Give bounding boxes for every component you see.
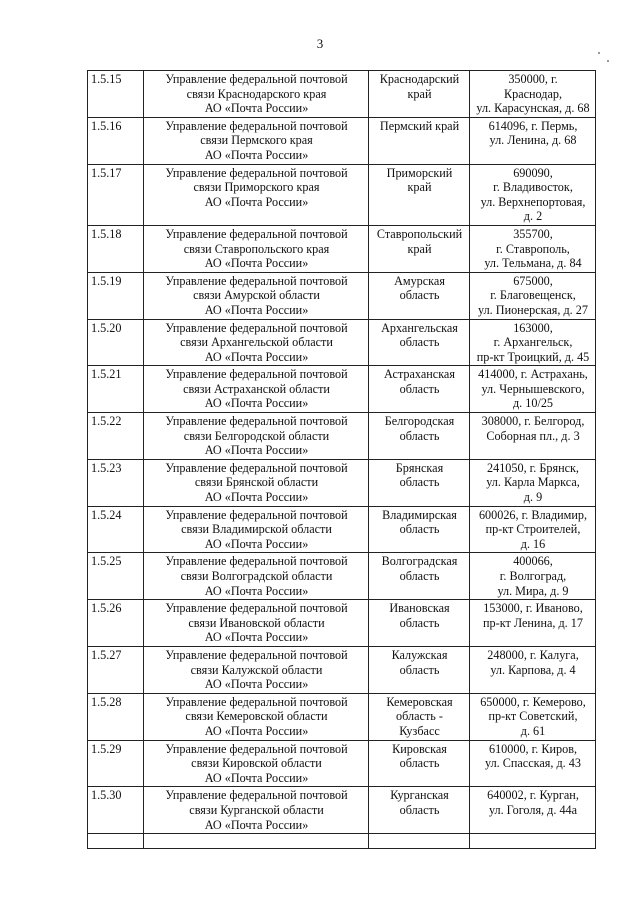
organization-name-cell [144,164,369,225]
postal-address-line: Краснодар, [503,86,563,101]
postal-address-cell [470,164,596,225]
table-row [88,553,596,600]
scan-speck [598,52,600,54]
organization-name-line: Управление федеральной почтовой [165,118,348,133]
organization-name-cell [144,272,369,319]
organization-name-line: связи Кировской области [191,756,322,771]
region-name-cell [369,553,470,600]
organization-name-cell [144,600,369,647]
organization-name-cell [144,225,369,272]
row-number: 1.5.26 [88,600,144,647]
postal-address-line: 640002, г. Курган, [487,788,579,803]
region-name-line: область [399,756,440,771]
region-name-line: область [399,335,440,350]
table-row [88,600,596,647]
region-name-cell [369,164,470,225]
table-row [88,787,596,834]
postal-address-line: 355700, [513,226,553,241]
postal-address-cell [470,272,596,319]
row-number: 1.5.20 [88,319,144,366]
postal-address-line: ул. Мира, д. 9 [497,583,569,598]
postal-address-line: 650000, г. Кемерово, [480,694,586,709]
postal-address-cell [470,506,596,553]
postal-address-line: пр-кт Троицкий, д. 45 [476,349,590,364]
region-name-cell [369,272,470,319]
table-row [88,646,596,693]
postal-address-cell [470,740,596,787]
table-row [88,366,596,413]
row-number: 1.5.30 [88,787,144,834]
postal-address-cell [470,693,596,740]
table-row [88,272,596,319]
organization-name-line: Управление федеральной почтовой [165,507,348,522]
page-number: 3 [316,36,324,51]
postal-address-line: г. Волгоград, [499,569,567,583]
region-name-line: область [399,381,440,396]
region-name-cell [369,459,470,506]
region-name-line: область [399,522,440,537]
region-name-line: Курганская [390,788,449,803]
region-name-line: Кемеровская [386,694,453,709]
empty-cell [369,834,470,849]
organization-name-line: Управление федеральной почтовой [165,273,348,288]
row-number: 1.5.22 [88,413,144,460]
organization-name-line: АО «Почта России» [204,256,309,271]
postal-address-line: ул. Гоголя, д. 44а [488,802,578,817]
organization-name-line: связи Белгородской области [183,428,330,443]
region-name-line: область [399,475,440,490]
organization-name-cell [144,366,369,413]
region-name-line: область [399,802,440,817]
table-row [88,740,596,787]
empty-cell [144,834,369,849]
organization-name-line: связи Кемеровской области [185,709,328,724]
row-number: 1.5.18 [88,225,144,272]
region-name-line: Кировская [392,741,447,756]
postal-address-line: 248000, г. Калуга, [487,647,579,662]
postal-address-line: д. 16 [520,536,546,551]
organization-name-line: связи Брянской области [194,475,319,490]
postal-address-line: ул. Ленина, д. 68 [489,133,577,148]
organization-name-cell [144,740,369,787]
organization-name-line: Управление федеральной почтовой [165,414,348,429]
organization-name-line: связи Волгоградской области [180,569,333,583]
region-name-line: область [399,569,440,583]
table-row [88,693,596,740]
organization-name-line: АО «Почта России» [204,101,309,116]
region-name-line: Амурская [394,273,445,288]
region-name-line: Кузбасс [399,723,440,738]
region-name-line: Ивановская [389,601,450,616]
row-number: 1.5.19 [88,272,144,319]
region-name-line: Архангельская [381,320,458,335]
region-name-cell [369,366,470,413]
organization-name-line: связи Ставропольского края [183,241,330,256]
table-row [88,117,596,164]
postal-address-line: г. Владивосток, [493,180,573,195]
organization-name-line: АО «Почта России» [204,396,309,411]
postal-address-line: ул. Верхнепортовая, [480,194,586,209]
postal-address-line: 163000, [513,320,553,335]
organization-name-line: Управление федеральной почтовой [165,320,348,335]
postal-address-line: пр-кт Ленина, д. 17 [483,615,583,630]
region-name-cell [369,117,470,164]
postal-address-line: 400066, [513,554,553,569]
scan-speck [607,60,609,62]
organization-name-cell [144,553,369,600]
postal-address-line: 614096, г. Пермь, [488,118,578,133]
postal-address-cell [470,600,596,647]
organization-name-line: Управление федеральной почтовой [165,788,348,803]
region-name-line: Белгородская [384,414,455,429]
organization-name-line: Управление федеральной почтовой [165,601,348,616]
region-name-cell [369,600,470,647]
organization-name-line: Управление федеральной почтовой [165,226,348,241]
region-name-line: Калужская [391,647,448,662]
region-name-line: Владимирская [382,507,457,522]
organization-name-line: АО «Почта России» [204,723,309,738]
region-name-cell [369,71,470,118]
organization-name-line: Управление федеральной почтовой [165,367,348,382]
organization-name-line: связи Пермского края [200,133,313,148]
postal-address-line: 350000, г. [508,72,558,86]
region-name-cell [369,646,470,693]
postal-address-cell [470,319,596,366]
row-number: 1.5.16 [88,117,144,164]
region-name-line: Астраханская [384,367,455,382]
organization-name-line: связи Архангельской области [180,335,333,350]
table-body [88,71,596,849]
region-name-line: край [407,86,432,101]
region-name-line: край [407,180,432,195]
table-row [88,225,596,272]
postal-address-line: 414000, г. Астрахань, [478,367,588,382]
postal-address-cell [470,553,596,600]
table-row-empty [88,834,596,849]
organization-name-line: связи Калужской области [190,662,323,677]
organization-name-cell [144,459,369,506]
postal-address-line: г. Благовещенск, [490,288,576,303]
postal-address-line: ул. Пионерская, д. 27 [478,302,588,317]
organization-name-line: Управление федеральной почтовой [165,694,348,709]
region-name-cell [369,506,470,553]
organization-name-cell [144,117,369,164]
region-name-line: область [399,428,440,443]
region-name-line: Краснодарский [379,72,460,86]
organization-name-line: Управление федеральной почтовой [165,741,348,756]
region-name-cell [369,225,470,272]
postal-address-cell [470,117,596,164]
table-row [88,459,596,506]
postal-address-line: 241050, г. Брянск, [487,460,579,475]
region-name-line: край [407,241,432,256]
organization-name-line: Управление федеральной почтовой [165,647,348,662]
organization-name-line: АО «Почта России» [204,490,309,505]
organization-name-line: АО «Почта России» [204,630,309,645]
postal-address-cell [470,787,596,834]
organization-name-line: АО «Почта России» [204,349,309,364]
row-number: 1.5.23 [88,459,144,506]
organization-name-line: Управление федеральной почтовой [165,460,348,475]
region-name-cell [369,740,470,787]
organization-name-line: АО «Почта России» [204,194,309,209]
organization-name-cell [144,319,369,366]
row-number: 1.5.29 [88,740,144,787]
postal-address-line: д. 10/25 [512,396,554,411]
row-number: 1.5.24 [88,506,144,553]
postal-address-line: д. 2 [523,209,543,224]
region-name-cell [369,787,470,834]
organization-name-cell [144,413,369,460]
postal-address-cell [470,646,596,693]
postal-address-cell [470,459,596,506]
postal-address-line: 600026, г. Владимир, [478,507,588,522]
region-name-line: Ставропольский [376,226,463,241]
postal-address-line: ул. Тельмана, д. 84 [484,256,582,271]
organization-name-line: АО «Почта России» [204,147,309,162]
postal-address-line: ул. Спасская, д. 43 [485,756,581,771]
postal-offices-table [87,70,596,849]
organization-name-line: связи Курганской области [189,802,324,817]
table-row [88,506,596,553]
organization-name-line: Управление федеральной почтовой [165,165,348,180]
organization-name-line: связи Ивановской области [188,615,325,630]
postal-address-cell [470,225,596,272]
postal-address-line: ул. Карла Маркса, [486,475,580,490]
postal-address-line: г. Ставрополь, [496,241,570,256]
row-number: 1.5.17 [88,164,144,225]
postal-address-cell [470,71,596,118]
empty-cell [88,834,144,849]
organization-name-line: связи Владимирской области [181,522,332,537]
organization-name-cell [144,787,369,834]
organization-name-line: Управление федеральной почтовой [165,554,348,569]
region-name-line: Брянская [395,460,444,475]
postal-address-line: пр-кт Советский, [488,709,578,724]
table-row [88,164,596,225]
row-number: 1.5.28 [88,693,144,740]
region-name-line: область [399,288,440,303]
region-name-line: Пермский край [379,118,460,133]
organization-name-line: Управление федеральной почтовой [165,72,348,86]
postal-address-cell [470,413,596,460]
row-number: 1.5.21 [88,366,144,413]
organization-name-line: АО «Почта России» [204,536,309,551]
postal-address-line: 308000, г. Белгород, [481,414,585,429]
organization-name-line: АО «Почта России» [204,817,309,832]
postal-address-line: 153000, г. Иваново, [483,601,583,616]
region-name-line: область - [396,709,443,724]
postal-address-line: ул. Карасунская, д. 68 [476,101,590,116]
organization-name-line: связи Приморского края [193,180,320,195]
region-name-line: Волгоградская [381,554,458,569]
postal-address-line: 675000, [513,273,553,288]
organization-name-cell [144,646,369,693]
postal-address-cell [470,366,596,413]
postal-address-line: ул. Чернышевского, [481,381,585,396]
organization-name-cell [144,693,369,740]
postal-address-line: Соборная пл., д. 3 [486,428,580,443]
organization-name-cell [144,506,369,553]
region-name-cell [369,413,470,460]
postal-address-line: д. 61 [520,723,546,738]
organization-name-line: АО «Почта России» [204,770,309,785]
table-row [88,319,596,366]
table-row [88,71,596,118]
postal-address-line: 690090, [513,165,553,180]
region-name-line: область [399,662,440,677]
organization-name-line: АО «Почта России» [204,302,309,317]
organization-name-line: АО «Почта России» [204,443,309,458]
table-row [88,413,596,460]
row-number: 1.5.25 [88,553,144,600]
region-name-cell [369,693,470,740]
row-number: 1.5.15 [88,71,144,118]
region-name-line: область [399,615,440,630]
postal-address-line: д. 9 [523,490,543,505]
empty-cell [470,834,596,849]
region-name-cell [369,319,470,366]
row-number: 1.5.27 [88,646,144,693]
postal-address-line: пр-кт Строителей, [485,522,581,537]
organization-name-line: АО «Почта России» [204,583,309,598]
postal-address-line: г. Архангельск, [493,335,573,350]
organization-name-line: АО «Почта России» [204,677,309,692]
organization-name-line: связи Астраханской области [183,381,330,396]
organization-name-line: связи Амурской области [193,288,320,303]
organization-name-line: связи Краснодарского края [186,86,327,101]
region-name-line: Приморский [386,165,453,180]
organization-name-cell [144,71,369,118]
postal-address-line: 610000, г. Киров, [488,741,577,756]
postal-address-line: ул. Карпова, д. 4 [490,662,576,677]
